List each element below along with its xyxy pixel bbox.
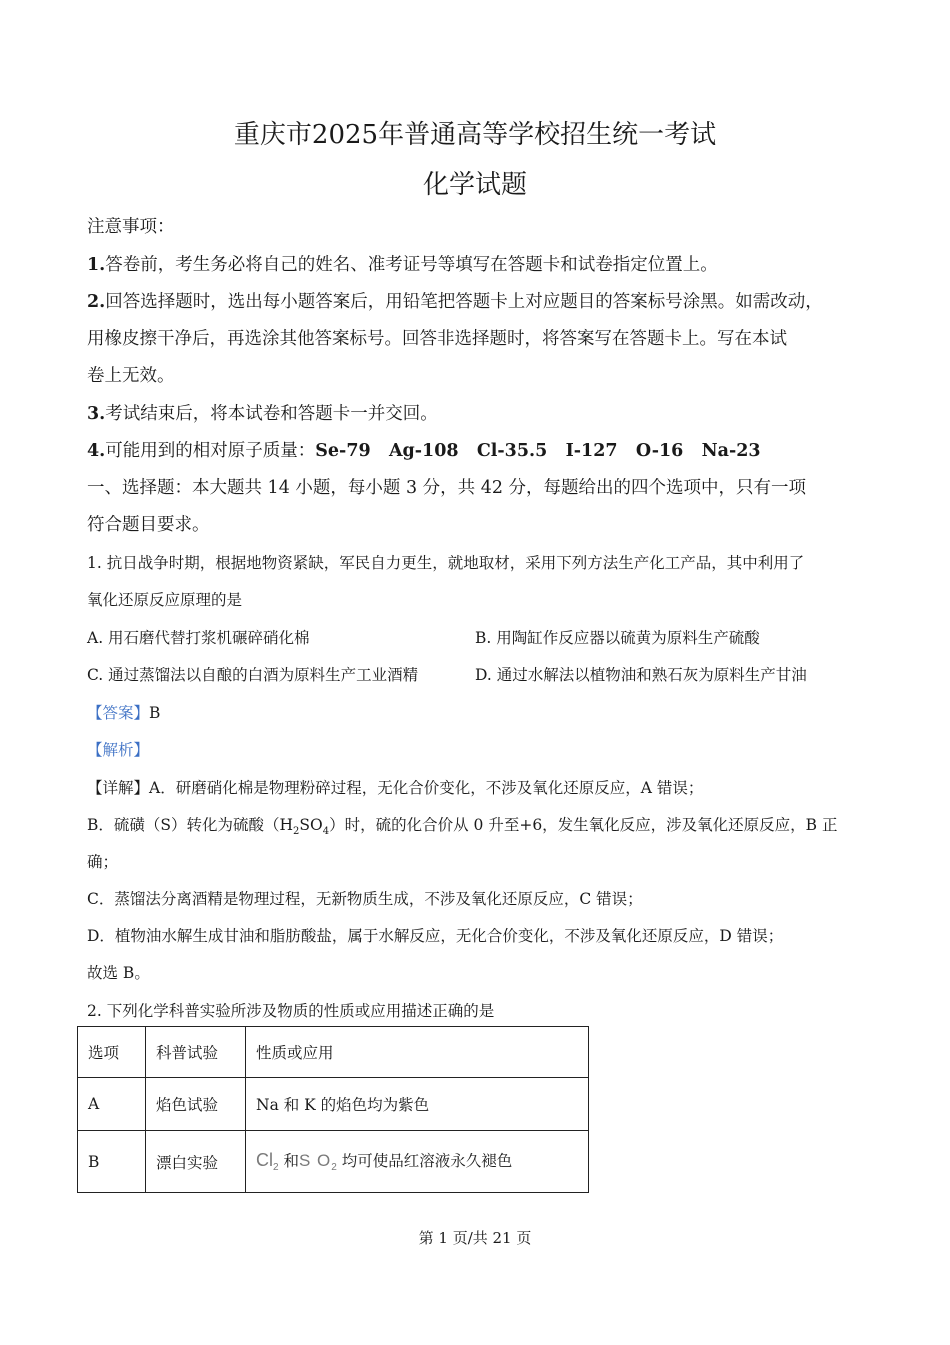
q1-stem-line-1: 1. 抗日战争时期，根据地物资紧缺，军民自力更生，就地取材，采用下列方法生产化工产品，其中利用了 xyxy=(87,554,805,572)
q1-option-d: D. 通过水解法以植物油和熟石灰为原料生产甘油 xyxy=(475,666,807,684)
section-heading-line-1: 一、选择题：本大题共 14 小题，每小题 3 分，共 42 分，每题给出的四个选项中，只有一项 xyxy=(87,478,807,498)
table-cell-description: Na 和 K 的焰色均为紫色 xyxy=(246,1078,589,1131)
q1-analysis-label: 【解析】 xyxy=(87,741,150,759)
q1-detail-b-line-1: B．硫磺（S）转化为硫酸$(H_2SO_4)$时，硫的化合价从 0 升至+6，发生氧化反应，涉及氧化还原反应，B 正 xyxy=(87,816,838,838)
q1-detail-a: 【详解】A．研磨硝化棉是物理粉碎过程，无化合价变化，不涉及氧化还原反应，A 错误； xyxy=(87,779,704,797)
q2-table xyxy=(77,1026,589,1193)
q1-detail-c: C．蒸馏法分离酒精是物理过程，无新物质生成，不涉及氧化还原反应，C 错误； xyxy=(87,890,643,908)
notice-2-line-3: 卷上无效。 xyxy=(87,366,175,386)
q1-stem-line-2: 氧化还原反应原理的是 xyxy=(87,591,243,609)
q2-stem: 2. 下列化学科普实验所涉及物质的性质或应用描述正确的是 xyxy=(87,1002,495,1020)
page-footer: 第 1 页/共 21 页 xyxy=(418,1229,532,1247)
notice-1: 1.答卷前，考生务必将自己的姓名、准考证号等填写在答题卡和试卷指定位置上。 xyxy=(87,255,718,275)
notice-3: 3.考试结束后，将本试卷和答题卡一并交回。 xyxy=(87,404,438,424)
notice-2-line-2: 用橡皮擦干净后，再选涂其他答案标号。回答非选择题时，将答案写在答题卡上。写在本试 xyxy=(87,329,787,349)
table-row xyxy=(78,1131,589,1193)
table-cell-experiment: 焰色试验 xyxy=(146,1078,246,1131)
q1-conclusion: 故选 B。 xyxy=(87,964,150,982)
table-header-cell: 选项 xyxy=(78,1027,146,1078)
q1-option-b: B. 用陶缸作反应器以硫黄为原料生产硫酸 xyxy=(475,629,760,647)
notice-4: 4.可能用到的相对原子质量：Se-79 Ag-108 Cl-35.5 I-127 O-16 Na-23 xyxy=(87,441,761,461)
table-cell-description: $Cl_2$ 和S $O_2$ 均可使品红溶液永久褪色 xyxy=(246,1131,589,1193)
table-cell-option: A xyxy=(78,1078,146,1131)
q1-detail-b-line-2: 确； xyxy=(87,853,119,871)
table-header-cell: 性质或应用 xyxy=(246,1027,589,1078)
table-row xyxy=(78,1078,589,1131)
q1-option-c: C. 通过蒸馏法以自酿的白酒为原料生产工业酒精 xyxy=(87,666,419,684)
notice-2-line-1: 2.回答选择题时，选出每小题答案后，用铅笔把答题卡上对应题目的答案标号涂黑。如需改动， xyxy=(87,292,823,312)
table-header-row xyxy=(78,1027,589,1078)
section-heading-line-2: 符合题目要求。 xyxy=(87,515,210,535)
table-header-cell: 科普试验 xyxy=(146,1027,246,1078)
q1-detail-d: D．植物油水解生成甘油和脂肪酸盐，属于水解反应，无化合价变化，不涉及氧化还原反应，D 错误； xyxy=(87,927,784,945)
exam-title: 重庆市2025年普通高等学校招生统一考试 xyxy=(233,120,717,150)
table-cell-experiment: 漂白实验 xyxy=(146,1131,246,1193)
q1-option-a: A. 用石磨代替打浆机碾碎硝化棉 xyxy=(87,629,310,647)
q1-answer: 【答案】B xyxy=(87,704,161,722)
table-cell-option: B xyxy=(78,1131,146,1193)
exam-subtitle: 化学试题 xyxy=(422,170,527,200)
notice-heading: 注意事项： xyxy=(87,217,175,237)
